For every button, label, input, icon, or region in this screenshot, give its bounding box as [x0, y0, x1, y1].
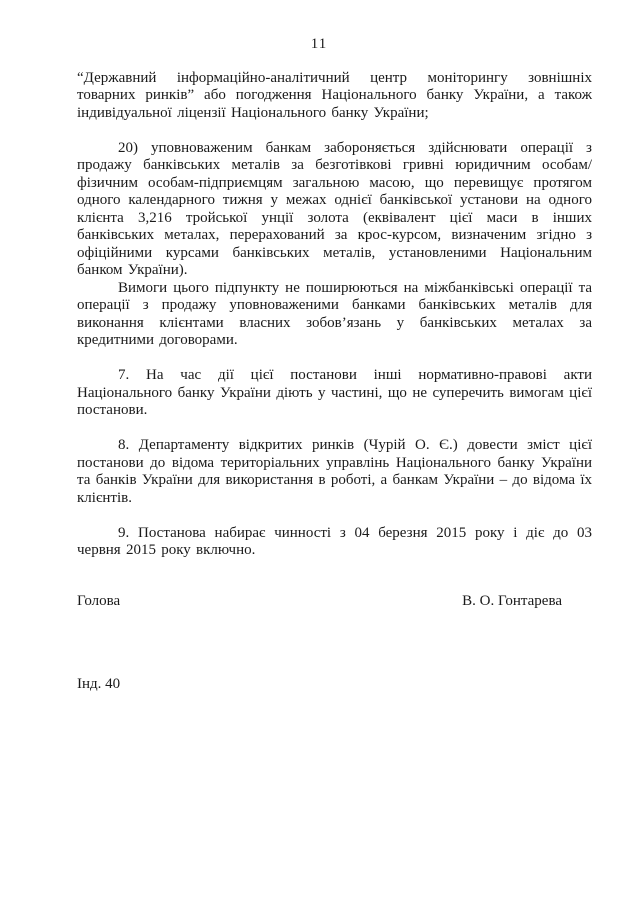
paragraph-subclause-20-note: Вимоги цього підпункту не поширюються на міжбанківські операції та операції з продажу уповноваженими банками банківських металів для виконання клієнтами власних зобов’язань у банківських металах за кредитними договорами. — [77, 279, 592, 348]
signature-role: Голова — [77, 592, 121, 609]
page-number: 11 — [310, 36, 328, 52]
paragraph-clause-8: 8. Департаменту відкритих ринків (Чурій О. Є.) довести зміст цієї постанови до відома територіальних управлінь Національного банку України та банків України для використання в роботі, а банкам України – до відома їх клієнтів. — [77, 437, 592, 506]
paragraph-clause-9: 9. Постанова набирає чинності з 04 березня 2015 року і діє до 03 червня 2015 року включно. — [77, 524, 592, 558]
paragraph-licence-continuation: “Державний інформаційно-аналітичний центр моніторингу зовнішніх товарних ринків” або погодження Національного банку України, а також індивідуальної ліцензії Національного банку України; — [77, 69, 592, 121]
signature-name: В. О. Гонтарева — [462, 592, 562, 609]
signature-row — [77, 593, 592, 611]
document-body — [77, 70, 592, 694]
index-note: Інд. 40 — [77, 676, 121, 692]
paragraph-subclause-20: 20) уповноваженим банкам забороняється здійснювати операції з продажу банківських металів за безготівкові гривні юридичним особам/фізичним особам-підприємцям загальною масою, що перевищує протягом одного календарного тижня у межах однієї банківської установи на одного клієнта 3,216 тройської унції золота (еквівалент цієї маси в інших банківських металах, перерахований за крос-курсом, визначеним згідно з офіційними курсами банківських металів, установленими Національним банком України). — [77, 139, 592, 278]
paragraph-clause-7: 7. На час дії цієї постанови інші нормативно-правові акти Національного банку України діють у частині, що не суперечить вимогам цієї постанови. — [77, 367, 592, 418]
